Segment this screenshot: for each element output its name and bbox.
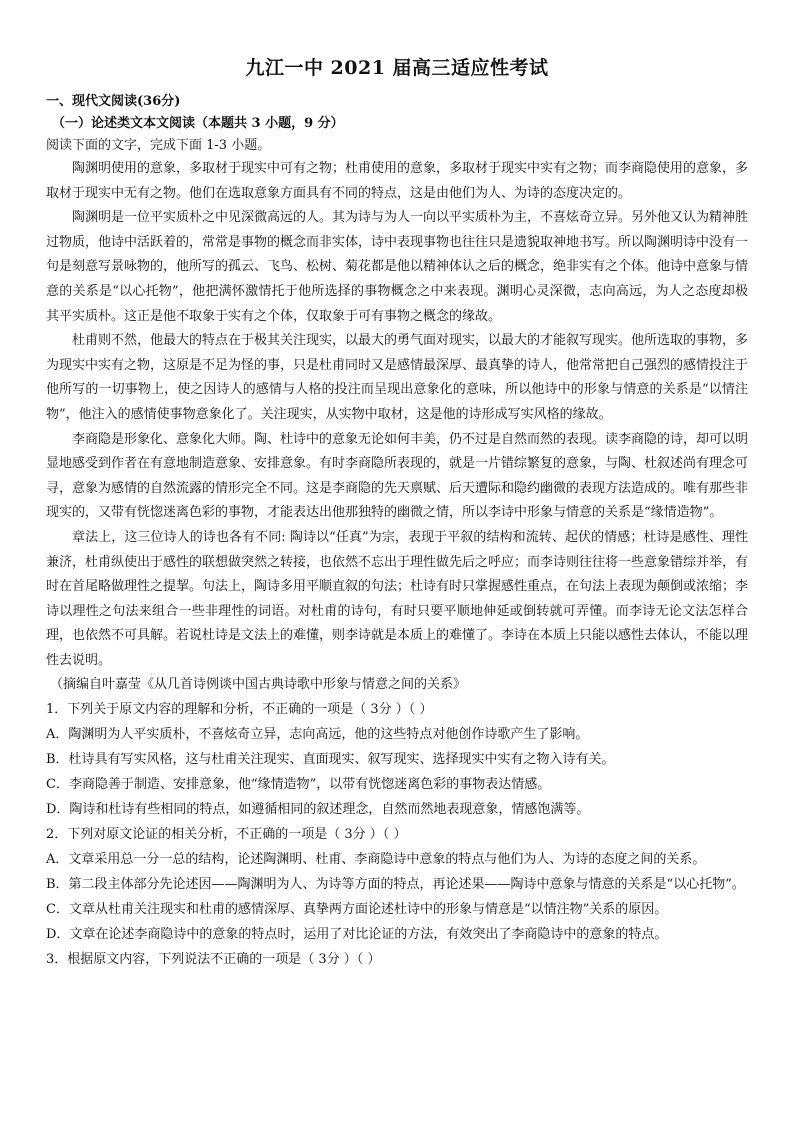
reading-instruction: 阅读下面的文字，完成下面 1-3 小题。 xyxy=(46,138,271,153)
subsection-heading: （一）论述类文本文阅读（本题共 3 小题，9 分） xyxy=(52,116,344,131)
option-b: B．杜诗具有写实风格，这与杜甫关注现实、直面现实、叙写现实、选择现实中实有之物入诗有关。 xyxy=(46,752,615,768)
question-1 xyxy=(46,697,748,822)
question-3 xyxy=(46,947,748,972)
passage-paragraph: 章法上，这三位诗人的诗也各有不同: 陶诗以“任真”为宗，表现于平叙的结构和流转、起伏的情感；杜诗是感性、理性兼济，杜甫纵使出于感性的联想做突然之转接，也依然不忘出于理性做先后之呼应；而李诗则往往将一些意象错综并举，有时在首尾略做理性之提挈。句法上，陶诗多用平顺直叙的句法；杜诗有时只掌握感性重点，在句法上表现为颠倒或浓缩；李诗以理性之句法来组合一些非理性的词语。对杜甫的诗句，有时只要平顺地伸延或倒转就可弄懂。而李诗无论文法怎样合理，也依然不可具解。若说杜诗是文法上的难懂，则李诗就是本质上的难懂了。李诗在本质上只能以感性去体认，不能以理性去说明。 xyxy=(46,529,749,668)
option-b: B．第二段主体部分先论述因——陶渊明为人、为诗等方面的特点，再论述果——陶诗中意象与情意的关系是“以心托物”。 xyxy=(46,877,745,893)
option-a: A．陶渊明为人平实质朴，不喜炫奇立异，志向高远，他的这些特点对他创作诗歌产生了影响。 xyxy=(46,727,589,743)
option-d: D．陶诗和杜诗有些相同的特点，如遵循相同的叙述理念，自然而然地表现意象，情感饱满等。 xyxy=(46,802,590,818)
passage-paragraph: 李商隐是形象化、意象化大师。陶、杜诗中的意象无论如何丰美，仍不过是自然而然的表现。读李商隐的诗，却可以明显地感受到作者在有意地制造意象、安排意象。有时李商隐所表现的，就是一片错综繁复的意象，与陶、杜叙述尚有理念可寻，意象为感情的自然流露的情形完全不同。这是李商隐的先天禀赋、后天遭际和隐约幽微的表现方法造成的。唯有那些非现实的，又带有恍惚迷离色彩的事物，才能表达出他那独特的幽微之情，所以李诗中形象与情意的关系是“缘情造物”。 xyxy=(46,431,749,521)
option-a: A．文章采用总一分一总的结构，论述陶渊明、杜甫、李商隐诗中意象的特点与他们为人、为诗的态度之间的关系。 xyxy=(46,852,706,868)
passage xyxy=(46,157,748,673)
question-stem: 3．根据原文内容，下列说法不正确的一项是（ 3分 ）（ ） xyxy=(46,952,381,968)
question-stem: 1．下列关于原文内容的理解和分析，不正确的一项是（ 3分 ）（ ） xyxy=(46,702,433,718)
question-stem: 2．下列对原文论证的相关分析，不正确的一项是（ 3分 ）（ ） xyxy=(46,827,407,843)
passage-paragraph: 陶渊明是一位平实质朴之中见深微高远的人。其为诗与为人一向以平实质朴为主，不喜炫奇立异。另外他又认为精神胜过物质，他诗中活跃着的，常常是事物的概念而非实体，诗中表现事物也往往只是遗貌取神地书写。所以陶渊明诗中没有一句是刻意写景咏物的，他所写的孤云、飞鸟、松树、菊花都是他以精神体认之后的概念，绝非实有之个体。他诗中意象与情意的关系是“以心托物”，他把满怀激情托于他所选择的事物概念之中来表现。渊明心灵深微，志向高远，为人之态度却极其平实质朴。这正是他不取象于实有之个体，仅取象于可有事物之概念的缘故。 xyxy=(46,210,749,324)
passage-paragraph: 陶渊明使用的意象，多取材于现实中可有之物；杜甫使用的意象，多取材于现实中实有之物；而李商隐使用的意象，多取材于现实中无有之物。他们在选取意象方面具有不同的特点，这是由他们为人、为诗的态度决定的。 xyxy=(46,161,749,201)
passage-paragraph: 杜甫则不然，他最大的特点在于极其关注现实，以最大的勇气面对现实，以最大的才能叙写现实。他所选取的事物，多为现实中实有之物，这原是不足为怪的事，只是杜甫同时又是感情最深厚、最真挚的诗人，他常常把自己强烈的感情投注于他所写的一切事物上，使之因诗人的感情与人格的投注而呈现出意象化的意味，所以他诗中的形象与情意的关系是“以情注物”，他注入的感情使事物意象化了。关注现实，从实物中取材，这是他的诗形成写实风格的缘故。 xyxy=(46,333,749,422)
exam-title: 九江一中 2021 届高三适应性考试 xyxy=(245,57,549,79)
option-d: D．文章在论述李商隐诗中的意象的特点时，运用了对比论证的方法，有效突出了李商隐诗中的意象的特点。 xyxy=(46,927,668,943)
option-c: C．文章从杜甫关注现实和杜甫的感情深厚、真挚两方面论述杜诗中的形象与情意是“以情注物”关系的原因。 xyxy=(46,902,668,918)
option-c: C．李商隐善于制造、安排意象，他“缘情造物”，以带有恍惚迷离色彩的事物表达情感。 xyxy=(46,777,551,793)
section-heading: 一、现代文阅读(36分) xyxy=(46,94,181,109)
passage-source: （摘编自叶嘉莹《从几首诗例谈中国古典诗歌中形象与情意之间的关系》 xyxy=(50,677,467,693)
question-2 xyxy=(46,822,748,947)
